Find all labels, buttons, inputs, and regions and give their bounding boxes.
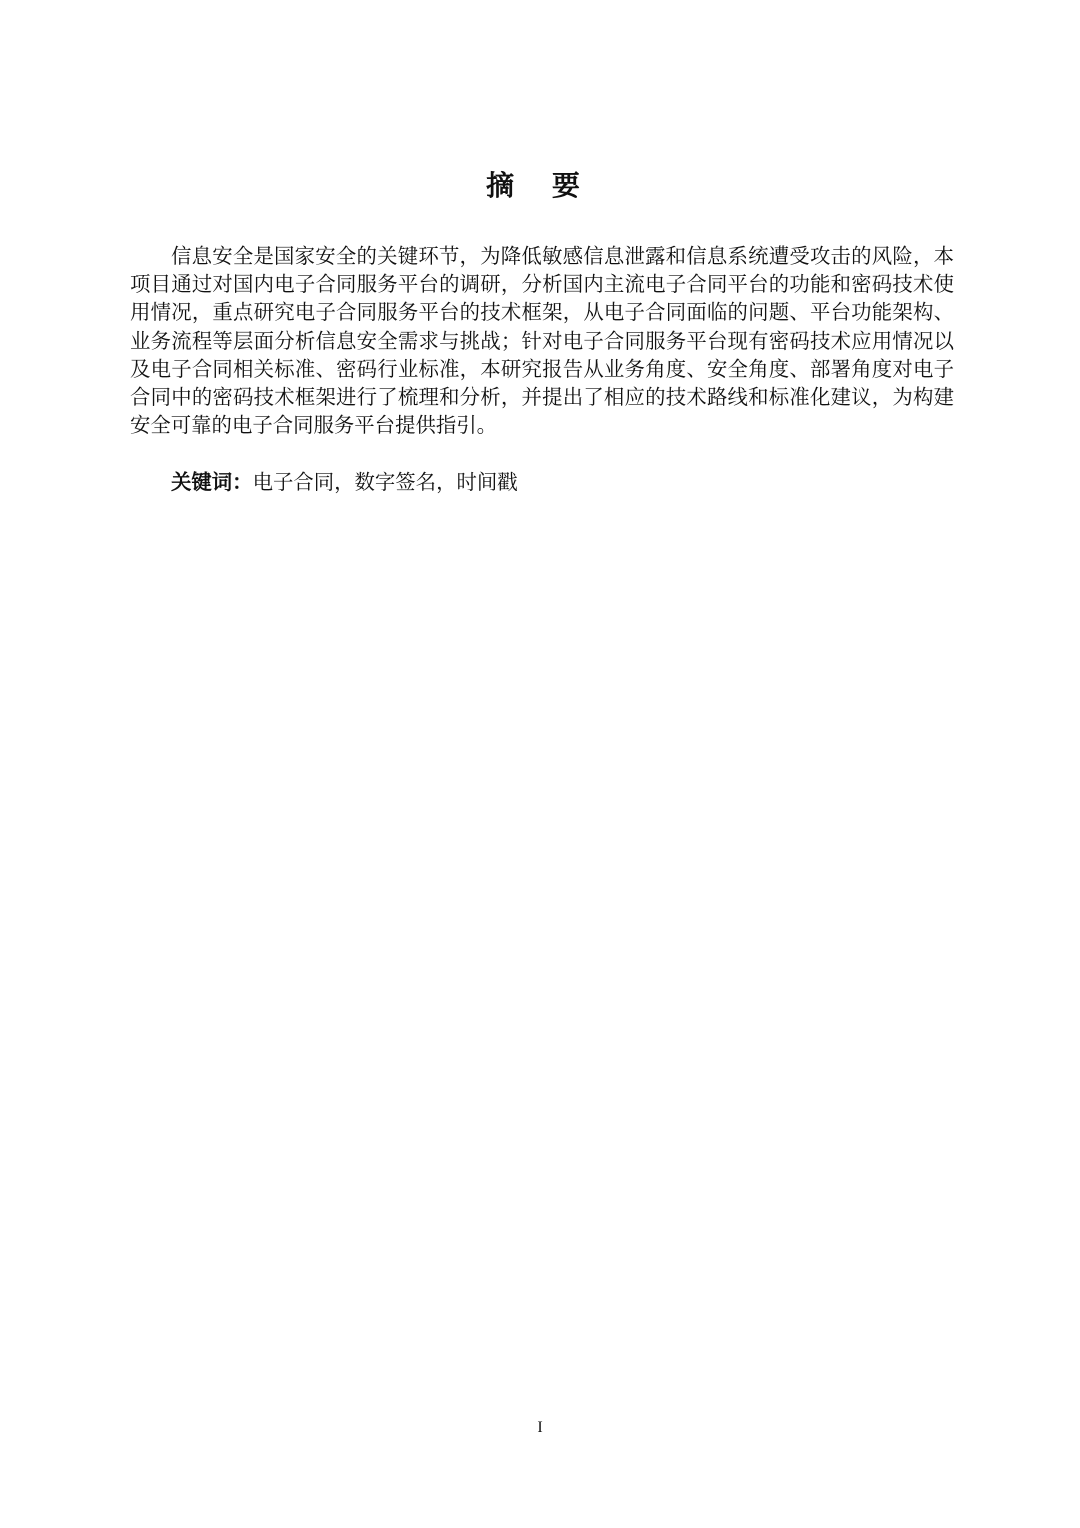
page-number: I xyxy=(537,1419,543,1436)
keywords-label: 关键词： xyxy=(171,470,253,494)
page-title: 摘 要 xyxy=(486,169,594,202)
abstract-paragraph: 信息安全是国家安全的关键环节，为降低敏感信息泄露和信息系统遭受攻击的风险，本项目通过对国内电子合同服务平台的调研，分析国内主流电子合同平台的功能和密码技术使用情况，重点研究电子合同服务平台的技术框架，从电子合同面临的问题、平台功能架构、业务流程等层面分析信息安全需求与挑战；针对电子合同服务平台现有密码技术应用情况以及电子合同相关标准、密码行业标准，本研究报告从业务角度、安全角度、部署角度对电子合同中的密码技术框架进行了梳理和分析，并提出了相应的技术路线和标准化建议，为构建安全可靠的电子合同服务平台提供指引。 xyxy=(130,244,954,438)
keywords-value: 电子合同，数字签名，时间戳 xyxy=(252,470,518,494)
keywords-line xyxy=(171,468,518,496)
